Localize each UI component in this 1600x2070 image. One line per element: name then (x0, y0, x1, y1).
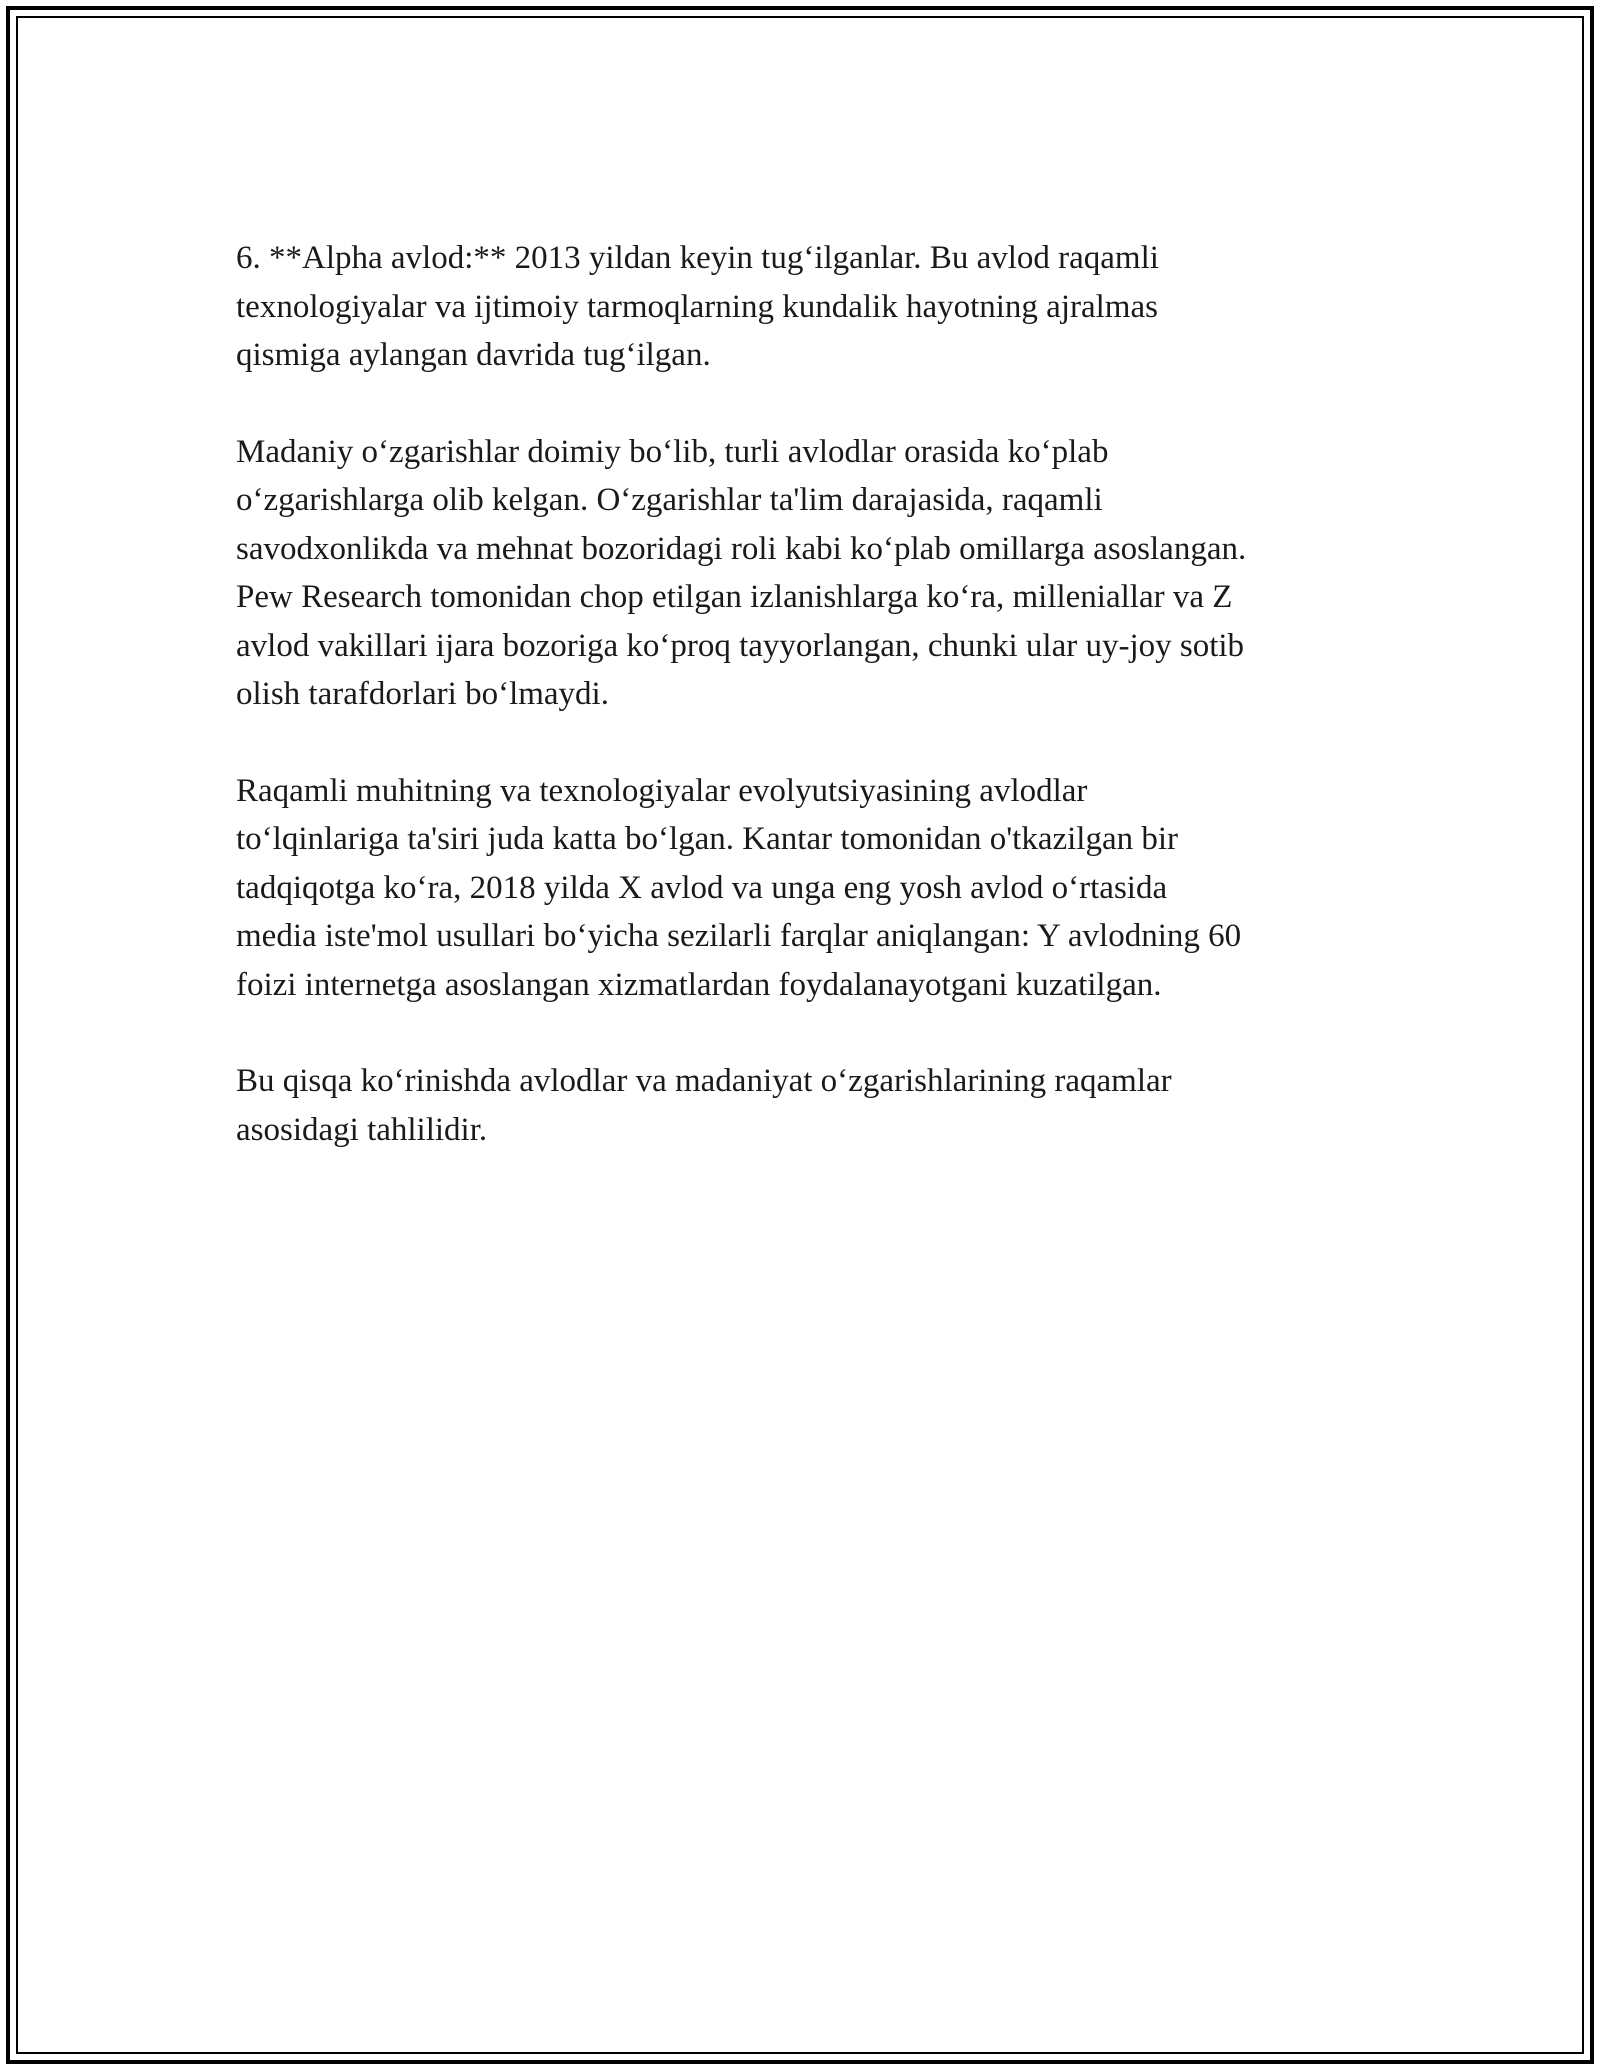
text-line: Raqamli muhitning va texnologiyalar evolyutsiyasining avlodlar (236, 772, 1088, 809)
text-line: o‘zgarishlarga olib kelgan. O‘zgarishlar ta'lim darajasida, raqamli (236, 482, 1103, 518)
text-line: 6. **Alpha avlod:** 2013 yildan keyin tug‘ilganlar. Bu avlod raqamli (236, 240, 1159, 276)
paragraph-digital-environment (236, 767, 1376, 1010)
text-line: olish tarafdorlari bo‘lmaydi. (236, 676, 609, 712)
text-line: asosidagi tahlilidir. (236, 1111, 488, 1148)
paragraph-summary (236, 1057, 1376, 1154)
text-line: Madaniy o‘zgarishlar doimiy bo‘lib, turli avlodlar orasida ko‘plab (236, 433, 1109, 470)
text-line: to‘lqinlariga ta'siri juda katta bo‘lgan. Kantar tomonidan o'tkazilgan bir (236, 821, 1179, 857)
text-line: tadqiqotga ko‘ra, 2018 yilda X avlod va unga eng yosh avlod o‘rtasida (236, 869, 1168, 906)
text-line: media iste'mol usullari bo‘yicha sezilarli farqlar aniqlangan: Y avlodning 60 (236, 918, 1242, 954)
document-body (236, 234, 1376, 1202)
text-line: Bu qisqa ko‘rinishda avlodlar va madaniyat o‘zgarishlarining raqamlar (236, 1063, 1172, 1099)
text-line: foizi internetga asoslangan xizmatlardan foydalanayotgani kuzatilgan. (236, 966, 1162, 1003)
paragraph-alpha-generation (236, 234, 1376, 380)
text-line: savodxonlikda va mehnat bozoridagi roli kabi ko‘plab omillarga asoslangan. (236, 530, 1247, 567)
text-line: avlod vakillari ijara bozoriga ko‘proq tayyorlangan, chunki ular uy-joy sotib (236, 627, 1245, 664)
text-line: texnologiyalar va ijtimoiy tarmoqlarning kundalik hayotning ajralmas (236, 288, 1158, 325)
paragraph-cultural-changes (236, 428, 1376, 719)
text-line: qismiga aylangan davrida tug‘ilgan. (236, 337, 711, 373)
text-line: Pew Research tomonidan chop etilgan izlanishlarga ko‘ra, milleniallar va Z (236, 579, 1233, 615)
